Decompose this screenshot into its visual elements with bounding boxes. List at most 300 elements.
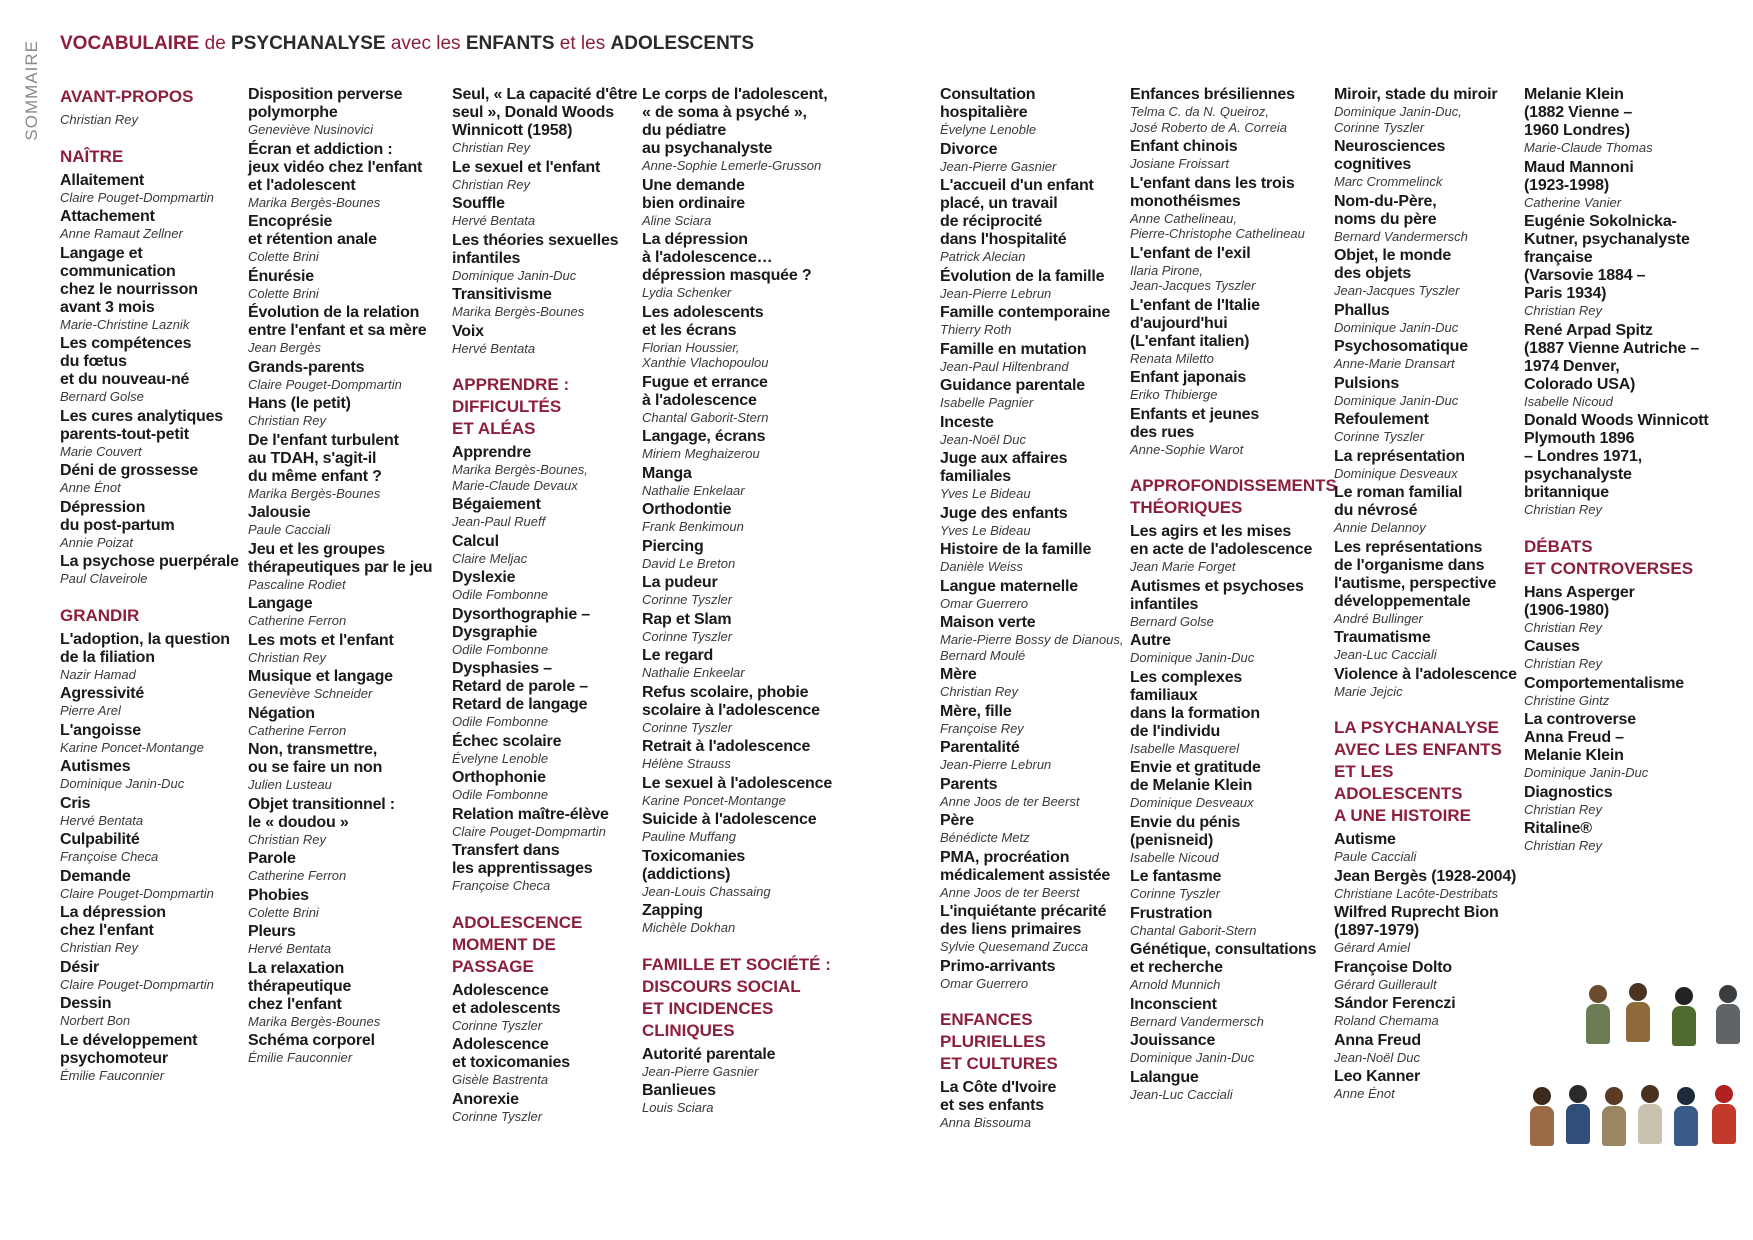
- entry-title-line: Divorce: [940, 140, 998, 158]
- entry-author: [452, 1072, 638, 1088]
- toc-entry[interactable]: [940, 141, 1126, 175]
- toc-entry[interactable]: [1130, 86, 1330, 135]
- entry-author-line: Anne Joos de ter Beerst: [940, 793, 1080, 809]
- toc-entry[interactable]: [452, 660, 638, 730]
- entry-title-line: chez l'enfant: [60, 922, 154, 939]
- toc-entry[interactable]: [452, 159, 638, 193]
- toc-entry[interactable]: [1130, 669, 1330, 757]
- entry-title: [60, 408, 244, 444]
- toc-entry[interactable]: [1334, 484, 1520, 536]
- toc-entry[interactable]: [1130, 1032, 1330, 1066]
- toc-entry[interactable]: [1130, 406, 1330, 458]
- section-heading-line: PLURIELLES: [940, 1032, 1046, 1051]
- entry-author: [452, 878, 638, 894]
- entry-title-line: Voix: [452, 322, 484, 340]
- toc-entry[interactable]: [452, 323, 638, 357]
- entry-title: [1130, 297, 1330, 351]
- toc-entry[interactable]: [248, 213, 448, 265]
- toc-entry[interactable]: [1524, 322, 1724, 410]
- toc-entry[interactable]: [642, 86, 852, 174]
- toc-entry[interactable]: [1334, 995, 1520, 1029]
- toc-entry[interactable]: [1524, 159, 1724, 211]
- entry-author: [642, 884, 852, 900]
- entry-author: [452, 268, 638, 284]
- toc-entry[interactable]: [642, 775, 852, 809]
- entry-author-line: Catherine Ferron: [248, 868, 347, 883]
- toc-entry[interactable]: [60, 245, 244, 333]
- toc-entry[interactable]: [940, 666, 1126, 700]
- section-heading: [452, 374, 638, 440]
- entry-title-line: Pulsions: [1334, 374, 1400, 392]
- entry-author: [248, 340, 448, 356]
- toc-entry[interactable]: [60, 462, 244, 496]
- entry-title-line: Primo-arrivants: [940, 957, 1056, 975]
- entry-title: [940, 666, 1126, 684]
- entry-author-line: Jean-Jacques Tyszler: [1130, 278, 1256, 293]
- entry-title: [1334, 138, 1520, 174]
- entry-title-line: Causes: [1524, 638, 1580, 655]
- toc-entry[interactable]: [940, 776, 1126, 810]
- toc-entry[interactable]: [1334, 302, 1520, 336]
- toc-entry[interactable]: [642, 1046, 852, 1080]
- toc-entry[interactable]: [452, 533, 638, 567]
- entry-author-line: Anne Énot: [1334, 1086, 1395, 1101]
- toc-entry[interactable]: [1334, 193, 1520, 245]
- entry-title-line: et l'adolescent: [248, 176, 356, 194]
- entry-title-line: Manga: [642, 464, 692, 482]
- entry-title-line: 1974 Denver,: [1524, 357, 1620, 375]
- toc-entry[interactable]: [1524, 638, 1724, 672]
- toc-entry[interactable]: [452, 86, 638, 156]
- entry-title: [1334, 666, 1520, 684]
- entry-author-line: Bernard Golse: [60, 389, 144, 404]
- entry-author: [940, 486, 1126, 502]
- toc-entry[interactable]: [940, 377, 1126, 411]
- toc-entry[interactable]: [1334, 666, 1520, 700]
- entry-title-line: Maud Mannoni: [1524, 158, 1634, 176]
- toc-entry[interactable]: [248, 796, 448, 848]
- toc-entry[interactable]: [60, 1032, 244, 1084]
- toc-entry[interactable]: [1334, 338, 1520, 372]
- entry-title-line: Envie et gratitude: [1130, 759, 1261, 776]
- toc-entry[interactable]: [1334, 138, 1520, 190]
- toc-entry[interactable]: [642, 811, 852, 845]
- entry-title: [60, 959, 244, 977]
- entry-title-line: Comportementalisme: [1524, 674, 1684, 692]
- entry-author: [1334, 320, 1520, 336]
- entry-title-line: Apprendre: [452, 444, 532, 461]
- toc-section: [248, 86, 448, 1066]
- entry-title: [248, 304, 448, 340]
- entry-title-line: Calcul: [452, 532, 499, 550]
- entry-title: [452, 159, 638, 177]
- entry-title: [452, 533, 638, 551]
- entry-author-line: Claire Pouget-Dompmartin: [60, 885, 214, 901]
- entry-title-line: Leo Kanner: [1334, 1068, 1421, 1085]
- toc-entry[interactable]: [60, 172, 244, 206]
- entry-title: [248, 541, 448, 577]
- entry-author-line: Corinne Tyszler: [452, 1108, 543, 1124]
- entry-author: [642, 410, 852, 426]
- entry-author: [642, 592, 852, 608]
- entry-author-line: Miriem Meghaizerou: [642, 446, 760, 461]
- section-heading: [452, 912, 638, 978]
- entry-author: [1334, 393, 1520, 409]
- entry-title-line: Juge des enfants: [940, 504, 1068, 522]
- entry-title: [940, 958, 1126, 976]
- entry-title: [60, 462, 244, 480]
- entry-title-line: Le regard: [642, 647, 714, 664]
- toc-entry[interactable]: [642, 374, 852, 426]
- entry-title-line: Enfant japonais: [1130, 369, 1247, 386]
- entry-title: [1334, 375, 1520, 393]
- entry-title: [60, 553, 244, 571]
- toc-entry[interactable]: [1130, 814, 1330, 866]
- entry-title: [940, 304, 1126, 322]
- entry-title-line: Histoire de la famille: [940, 541, 1092, 558]
- entry-author: [452, 824, 638, 840]
- entry-title-line: Énurésie: [248, 267, 314, 285]
- toc-section: [60, 605, 244, 1084]
- toc-entry[interactable]: [452, 842, 638, 894]
- toc-entry[interactable]: [60, 995, 244, 1029]
- entry-author: [940, 596, 1126, 612]
- entry-title: [1524, 86, 1724, 140]
- toc-entry[interactable]: [452, 496, 638, 530]
- toc-entry[interactable]: [1524, 412, 1724, 518]
- entry-author: [1130, 263, 1330, 294]
- toc-entry[interactable]: [642, 538, 852, 572]
- toc-entry[interactable]: [1524, 711, 1724, 781]
- entry-title: [642, 1046, 852, 1064]
- toc-entry[interactable]: [642, 574, 852, 608]
- toc-entry[interactable]: [60, 904, 244, 956]
- toc-entry[interactable]: [1524, 820, 1724, 854]
- toc-entry[interactable]: [940, 958, 1126, 992]
- toc-entry[interactable]: [1524, 584, 1724, 636]
- toc-entry[interactable]: [60, 208, 244, 242]
- entry-title-line: chez l'enfant: [248, 995, 342, 1013]
- toc-entry[interactable]: [1334, 448, 1520, 482]
- entry-author: [940, 249, 1126, 265]
- entry-author: [248, 1014, 448, 1030]
- entry-author: [1130, 211, 1330, 242]
- toc-entry[interactable]: [642, 684, 852, 736]
- toc-entry[interactable]: [940, 1079, 1126, 1131]
- toc-entry[interactable]: [1334, 629, 1520, 663]
- toc-entry[interactable]: [642, 304, 852, 371]
- toc-entry[interactable]: [642, 428, 852, 462]
- entry-author-line: Geneviève Nusinovici: [248, 122, 374, 137]
- entry-author: [248, 832, 448, 848]
- entry-author: [248, 413, 448, 429]
- entry-author: [940, 794, 1126, 810]
- entry-author-line: Thierry Roth: [940, 322, 1012, 337]
- toc-entry[interactable]: [60, 335, 244, 405]
- entry-author-line: Hervé Bentata: [452, 340, 536, 356]
- entry-title-line: avant 3 mois: [60, 298, 155, 316]
- toc-entry[interactable]: [940, 505, 1126, 539]
- toc-entry[interactable]: [1334, 959, 1520, 993]
- toc-entry[interactable]: [248, 304, 448, 356]
- toc-column: [940, 86, 1126, 1137]
- toc-entry[interactable]: [60, 408, 244, 460]
- entry-author: [940, 1115, 1126, 1131]
- entry-title: [1130, 996, 1330, 1014]
- entry-author: [642, 629, 852, 645]
- section-heading-line: ET CULTURES: [940, 1054, 1058, 1073]
- toc-entry[interactable]: [1130, 175, 1330, 242]
- toc-entry[interactable]: [60, 631, 244, 683]
- entry-title-line: Neurosciences: [1334, 138, 1446, 155]
- entry-author-line: Marie-Claude Devaux: [452, 477, 578, 493]
- entry-title: [1334, 448, 1520, 466]
- entry-title-line: et recherche: [1130, 959, 1223, 976]
- entry-title-line: Retrait à l'adolescence: [642, 738, 811, 755]
- entry-title: [60, 208, 244, 226]
- toc-entry[interactable]: [60, 553, 244, 587]
- toc-entry[interactable]: [452, 1091, 638, 1125]
- toc-entry[interactable]: [1334, 868, 1520, 902]
- entry-author: [1524, 140, 1724, 156]
- toc-entry[interactable]: [1334, 1068, 1520, 1102]
- entry-title: [1130, 369, 1330, 387]
- toc-entry[interactable]: [940, 450, 1126, 502]
- toc-entry[interactable]: [452, 606, 638, 658]
- toc-entry[interactable]: [940, 903, 1126, 955]
- entry-author: [940, 757, 1126, 773]
- entry-title-line: L'accueil d'un enfant: [940, 177, 1094, 194]
- toc-entry[interactable]: [1130, 1069, 1330, 1103]
- toc-entry[interactable]: [452, 769, 638, 803]
- toc-entry[interactable]: [1334, 411, 1520, 445]
- toc-entry[interactable]: [248, 432, 448, 502]
- entry-title-line: Jeu et les groupes: [248, 540, 385, 558]
- entry-author-line: Pierre-Christophe Cathelineau: [1130, 226, 1305, 241]
- toc-entry[interactable]: [642, 902, 852, 936]
- entry-title-line: bien ordinaire: [642, 194, 745, 212]
- toc-section: [452, 86, 638, 356]
- toc-entry[interactable]: [248, 741, 448, 793]
- toc-entry[interactable]: [452, 286, 638, 320]
- entry-title-line: Lalangue: [1130, 1068, 1199, 1086]
- toc-entry[interactable]: [452, 569, 638, 603]
- entry-title: [1334, 539, 1520, 611]
- toc-entry[interactable]: [1130, 138, 1330, 172]
- section-heading-line: DIFFICULTÉS: [452, 397, 562, 416]
- entry-title: [1130, 669, 1330, 741]
- toc-entry[interactable]: [452, 195, 638, 229]
- toc-entry[interactable]: [248, 141, 448, 211]
- entry-author: [940, 359, 1126, 375]
- toc-entry[interactable]: [642, 501, 852, 535]
- toc-entry[interactable]: [1130, 759, 1330, 811]
- toc-entry[interactable]: [1524, 784, 1724, 818]
- toc-entry[interactable]: [940, 414, 1126, 448]
- toc-entry[interactable]: [642, 848, 852, 900]
- entry-author: [940, 159, 1126, 175]
- toc-entry[interactable]: [248, 923, 448, 957]
- toc-entry[interactable]: [1130, 523, 1330, 575]
- toc-entry[interactable]: [940, 849, 1126, 901]
- entry-author-line: José Roberto de A. Correia: [1130, 119, 1288, 135]
- entry-title-line: Jalousie: [248, 504, 311, 521]
- toc-entry[interactable]: [1130, 632, 1330, 666]
- toc-entry[interactable]: [940, 341, 1126, 375]
- toc-entry[interactable]: [248, 960, 448, 1030]
- toc-entry[interactable]: [60, 112, 244, 128]
- toc-entry[interactable]: [452, 982, 638, 1034]
- entry-title-line: Le développement: [60, 1031, 198, 1049]
- entry-title-line: Melanie Klein: [1524, 747, 1624, 764]
- entry-title-line: Transitivisme: [452, 286, 552, 303]
- toc-entry[interactable]: [1130, 245, 1330, 294]
- toc-entry[interactable]: [248, 395, 448, 429]
- toc-entry[interactable]: [248, 268, 448, 302]
- toc-entry[interactable]: [1130, 297, 1330, 367]
- section-heading-line: AVANT-PROPOS: [60, 87, 194, 106]
- entry-title-line: de la filiation: [60, 648, 155, 666]
- toc-entry[interactable]: [248, 86, 448, 138]
- toc-entry[interactable]: [1334, 539, 1520, 627]
- toc-entry[interactable]: [940, 614, 1126, 663]
- toc-entry[interactable]: [1524, 675, 1724, 709]
- toc-entry[interactable]: [642, 647, 852, 681]
- entry-title: [940, 776, 1126, 794]
- entry-title-line: Melanie Klein: [1524, 86, 1624, 103]
- toc-entry[interactable]: [940, 268, 1126, 302]
- entry-title-line: Enfant chinois: [1130, 138, 1238, 155]
- toc-entry[interactable]: [248, 632, 448, 666]
- entry-author-line: Catherine Vanier: [1524, 194, 1622, 210]
- toc-entry[interactable]: [60, 795, 244, 829]
- toc-entry[interactable]: [642, 738, 852, 772]
- entry-author-line: Évelyne Lenoble: [452, 750, 549, 766]
- toc-entry[interactable]: [248, 504, 448, 538]
- entry-title: [452, 769, 638, 787]
- toc-entry[interactable]: [1130, 905, 1330, 939]
- entry-author: [1524, 802, 1724, 818]
- toc-entry[interactable]: [1130, 868, 1330, 902]
- entry-title-line: (Varsovie 1884 –: [1524, 267, 1646, 284]
- toc-entry[interactable]: [60, 722, 244, 756]
- entry-title-line: Les agirs et les mises: [1130, 523, 1292, 540]
- toc-entry[interactable]: [642, 1082, 852, 1116]
- toc-entry[interactable]: [1130, 996, 1330, 1030]
- entry-title-line: Encoprésie: [248, 213, 333, 230]
- toc-entry[interactable]: [248, 541, 448, 593]
- toc-entry[interactable]: [642, 231, 852, 301]
- entry-author: [452, 213, 638, 229]
- entry-title-line: Parents: [940, 775, 998, 793]
- entry-title: [60, 904, 244, 940]
- toc-entry[interactable]: [452, 806, 638, 840]
- toc-entry[interactable]: [1334, 904, 1520, 956]
- entry-author: [1130, 351, 1330, 367]
- toc-entry[interactable]: [248, 887, 448, 921]
- toc-entry[interactable]: [248, 595, 448, 629]
- toc-entry[interactable]: [1334, 1032, 1520, 1066]
- toc-entry[interactable]: [248, 359, 448, 393]
- toc-entry[interactable]: [60, 685, 244, 719]
- toc-entry[interactable]: [1334, 86, 1520, 135]
- entry-title-line: scolaire à l'adolescence: [642, 701, 820, 719]
- toc-entry[interactable]: [1334, 831, 1520, 865]
- toc-entry[interactable]: [940, 177, 1126, 265]
- toc-entry[interactable]: [1524, 86, 1724, 156]
- entry-author: [60, 444, 244, 460]
- entry-title-line: 1960 Londres): [1524, 122, 1630, 139]
- entry-author: [452, 551, 638, 567]
- toc-entry[interactable]: [60, 831, 244, 865]
- entry-title-line: La dépression: [60, 904, 166, 921]
- toc-entry[interactable]: [452, 1036, 638, 1088]
- entry-author: [940, 395, 1126, 411]
- entry-title: [940, 578, 1126, 596]
- toc-entry[interactable]: [940, 703, 1126, 737]
- toc-entry[interactable]: [1334, 247, 1520, 299]
- entry-title-line: Autismes: [60, 758, 131, 775]
- toc-entry[interactable]: [248, 668, 448, 702]
- entry-author: [642, 285, 852, 301]
- entry-author-line: Dominique Desveaux: [1334, 465, 1458, 481]
- toc-entry[interactable]: [248, 850, 448, 884]
- entry-author: [248, 1050, 448, 1066]
- entry-author: [60, 1068, 244, 1084]
- entry-author-line: Christian Rey: [60, 112, 139, 127]
- toc-entry[interactable]: [1524, 213, 1724, 319]
- entry-author: [940, 122, 1126, 138]
- toc-entry[interactable]: [1130, 941, 1330, 993]
- toc-entry[interactable]: [940, 812, 1126, 846]
- toc-entry[interactable]: [248, 705, 448, 739]
- toc-entry[interactable]: [1130, 578, 1330, 630]
- toc-entry[interactable]: [642, 177, 852, 229]
- entry-author-line: Corinne Tyszler: [1334, 429, 1425, 444]
- toc-entry[interactable]: [1130, 369, 1330, 403]
- toc-entry[interactable]: [452, 232, 638, 284]
- toc-entry[interactable]: [940, 739, 1126, 773]
- toc-entry[interactable]: [60, 959, 244, 993]
- entry-title-line: La psychose puerpérale: [60, 553, 239, 570]
- toc-entry[interactable]: [642, 611, 852, 645]
- entry-title-line: (addictions): [642, 865, 731, 883]
- toc-entry[interactable]: [940, 541, 1126, 575]
- toc-entry[interactable]: [940, 86, 1126, 138]
- toc-entry[interactable]: [642, 465, 852, 499]
- entry-title-line: à l'adolescence: [642, 391, 757, 409]
- entry-author: [1524, 303, 1724, 319]
- toc-entry[interactable]: [60, 758, 244, 792]
- toc-entry[interactable]: [248, 1032, 448, 1066]
- entry-title-line: du névrosé: [1334, 502, 1418, 519]
- entry-title-line: Anna Freud: [1334, 1031, 1421, 1049]
- entry-title-line: Juge aux affaires: [940, 450, 1068, 467]
- entry-title: [60, 1032, 244, 1068]
- toc-entry[interactable]: [940, 578, 1126, 612]
- section-heading: [940, 1009, 1126, 1075]
- toc-entry[interactable]: [452, 444, 638, 493]
- toc-entry[interactable]: [60, 868, 244, 902]
- toc-entry[interactable]: [60, 499, 244, 551]
- entry-title-line: Enfances brésiliennes: [1130, 86, 1295, 103]
- toc-entry[interactable]: [940, 304, 1126, 338]
- entry-title: [1524, 638, 1724, 656]
- entry-author: [60, 1013, 244, 1029]
- toc-entry[interactable]: [452, 733, 638, 767]
- entry-title-line: Famille contemporaine: [940, 304, 1111, 321]
- toc-entry[interactable]: [1334, 375, 1520, 409]
